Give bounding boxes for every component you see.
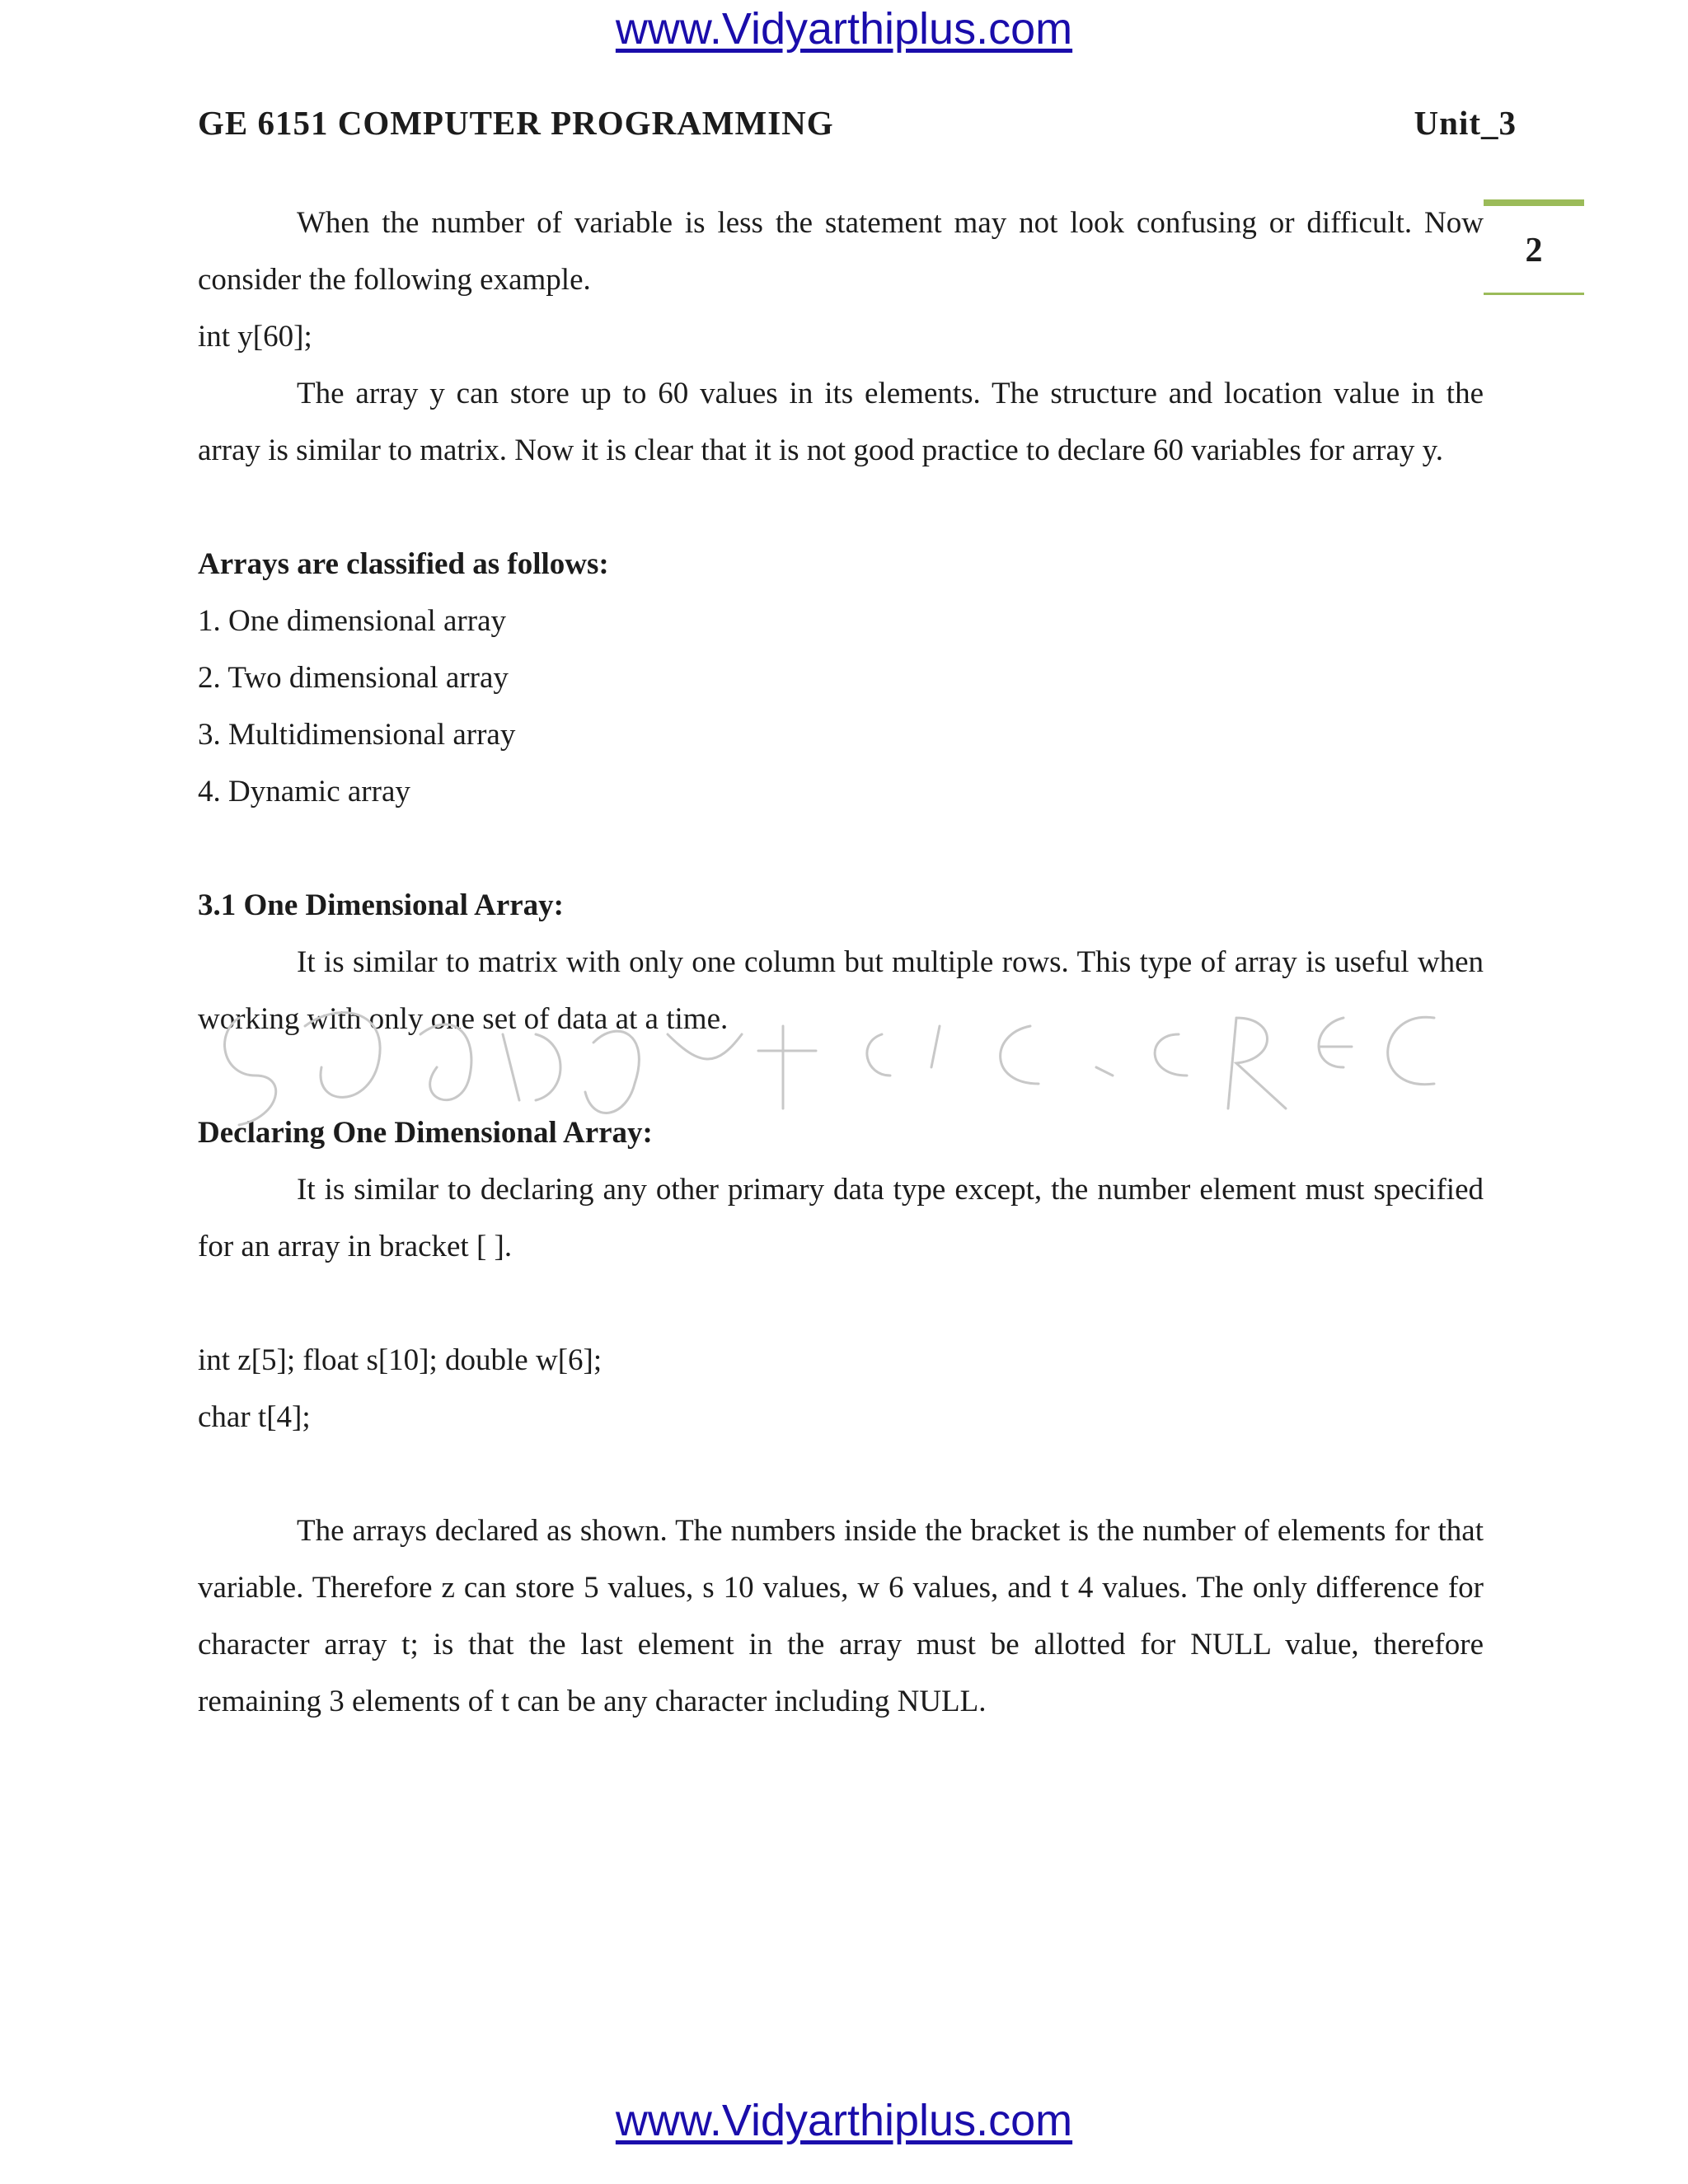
page-number-box <box>1484 199 1584 295</box>
paragraph-one-dimensional: It is similar to matrix with only one column but multiple rows. This type of array is useful when working with only one set of data at a time. <box>198 945 1484 1036</box>
list-item: 1. One dimensional array <box>198 604 506 638</box>
spacer <box>198 1446 1484 1502</box>
declaring-heading: Declaring One Dimensional Array: <box>198 1116 653 1150</box>
classification-heading: Arrays are classified as follows: <box>198 547 609 581</box>
code-line-y: int y[60]; <box>198 320 312 354</box>
site-link-top[interactable]: www.Vidyarthiplus.com <box>615 4 1073 54</box>
list-item: 2. Two dimensional array <box>198 661 509 695</box>
course-title: GE 6151 COMPUTER PROGRAMMING <box>198 104 834 142</box>
spacer <box>198 1275 1484 1332</box>
list-item: 4. Dynamic array <box>198 775 410 808</box>
spacer <box>198 820 1484 877</box>
list-item: 3. Multidimensional array <box>198 718 516 752</box>
code-line-declarations: int z[5]; float s[10]; double w[6]; <box>198 1343 603 1377</box>
section-heading: 3.1 One Dimensional Array: <box>198 888 564 922</box>
page-header <box>198 103 1517 152</box>
paragraph-intro: When the number of variable is less the statement may not look confusing or difficult. Now consider the following example. <box>198 206 1484 297</box>
spacer <box>198 1047 1484 1104</box>
page-number: 2 <box>1525 232 1543 269</box>
spacer <box>198 479 1484 536</box>
paragraph-explanation: The arrays declared as shown. The numbers inside the bracket is the number of elements for that variable. Therefore z can store 5 values, s 10 values, w 6 values, and t 4 values. The only difference for character array t; is that the last element in the array must be allotted for NULL value, therefore remaining 3 elements of t can be any character including NULL. <box>198 1514 1484 1718</box>
site-link-bottom[interactable]: www.Vidyarthiplus.com <box>615 2096 1073 2145</box>
paragraph-array-y: The array y can store up to 60 values in its elements. The structure and location value in the array is similar to matrix. Now it is clear that it is not good practice to declare 60 variables for array y. <box>198 377 1484 467</box>
unit-label: Unit_3 <box>1414 104 1517 142</box>
paragraph-declaring: It is similar to declaring any other primary data type except, the number element must specified for an array in bracket [ ]. <box>198 1173 1484 1263</box>
code-line-char: char t[4]; <box>198 1400 311 1434</box>
document-body <box>198 194 1484 1730</box>
